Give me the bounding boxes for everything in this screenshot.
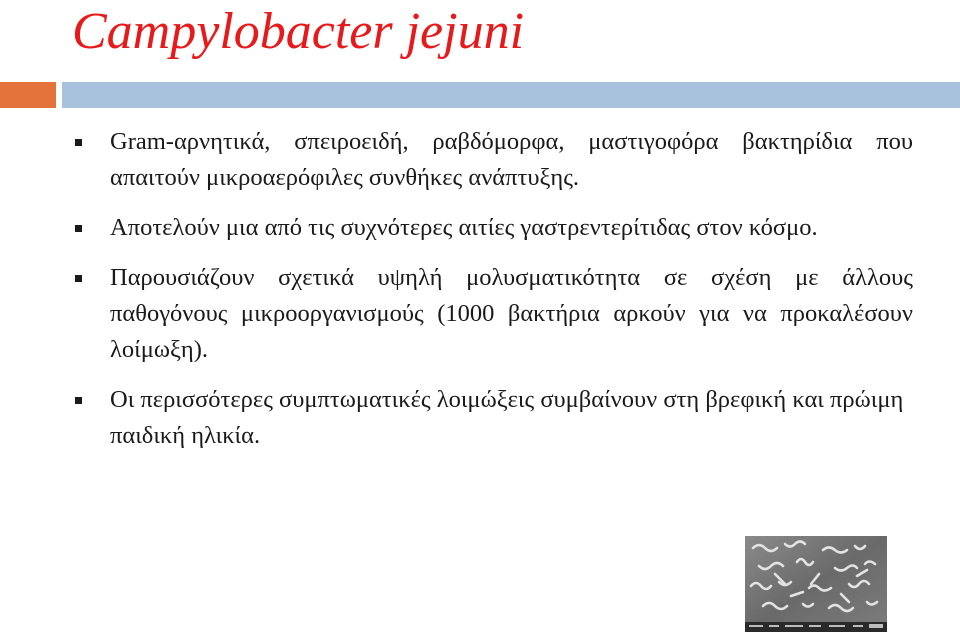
bullet-text: Οι περισσότερες συμπτωματικές λοιμώξεις συμβαίνουν στη βρεφική και πρώιμη παιδική ηλικία. bbox=[110, 386, 904, 449]
square-bullet-icon bbox=[75, 139, 82, 146]
slide-title: Campylobacter jejuni bbox=[72, 3, 525, 60]
accent-bar bbox=[0, 82, 56, 108]
bullet-item bbox=[75, 382, 913, 454]
bullet-list bbox=[75, 124, 913, 468]
bullet-text: Αποτελούν μια από τις συχνότερες αιτίες γαστρεντερίτιδας στον κόσμο. bbox=[110, 214, 818, 241]
bullet-item bbox=[75, 124, 913, 196]
bullet-item bbox=[75, 210, 913, 246]
bullet-text: Gram-αρνητικά, σπειροειδή, ραβδόμορφα, μαστιγοφόρα βακτηρίδια που απαιτούν μικροαερόφιλες συνθήκες ανάπτυξης. bbox=[110, 128, 913, 191]
header-bar bbox=[62, 82, 960, 108]
bullet-item bbox=[75, 260, 913, 368]
square-bullet-icon bbox=[75, 397, 82, 404]
square-bullet-icon bbox=[75, 225, 82, 232]
square-bullet-icon bbox=[75, 275, 82, 282]
bacteria-micrograph bbox=[745, 536, 887, 632]
microscope-image bbox=[745, 536, 887, 632]
bullet-text: Παρουσιάζουν σχετικά υψηλή μολυσματικότητα σε σχέση με άλλους παθογόνους μικροοργανισμούς (1000 βακτήρια αρκούν για να προκαλέσουν λοίμωξη). bbox=[110, 264, 913, 363]
